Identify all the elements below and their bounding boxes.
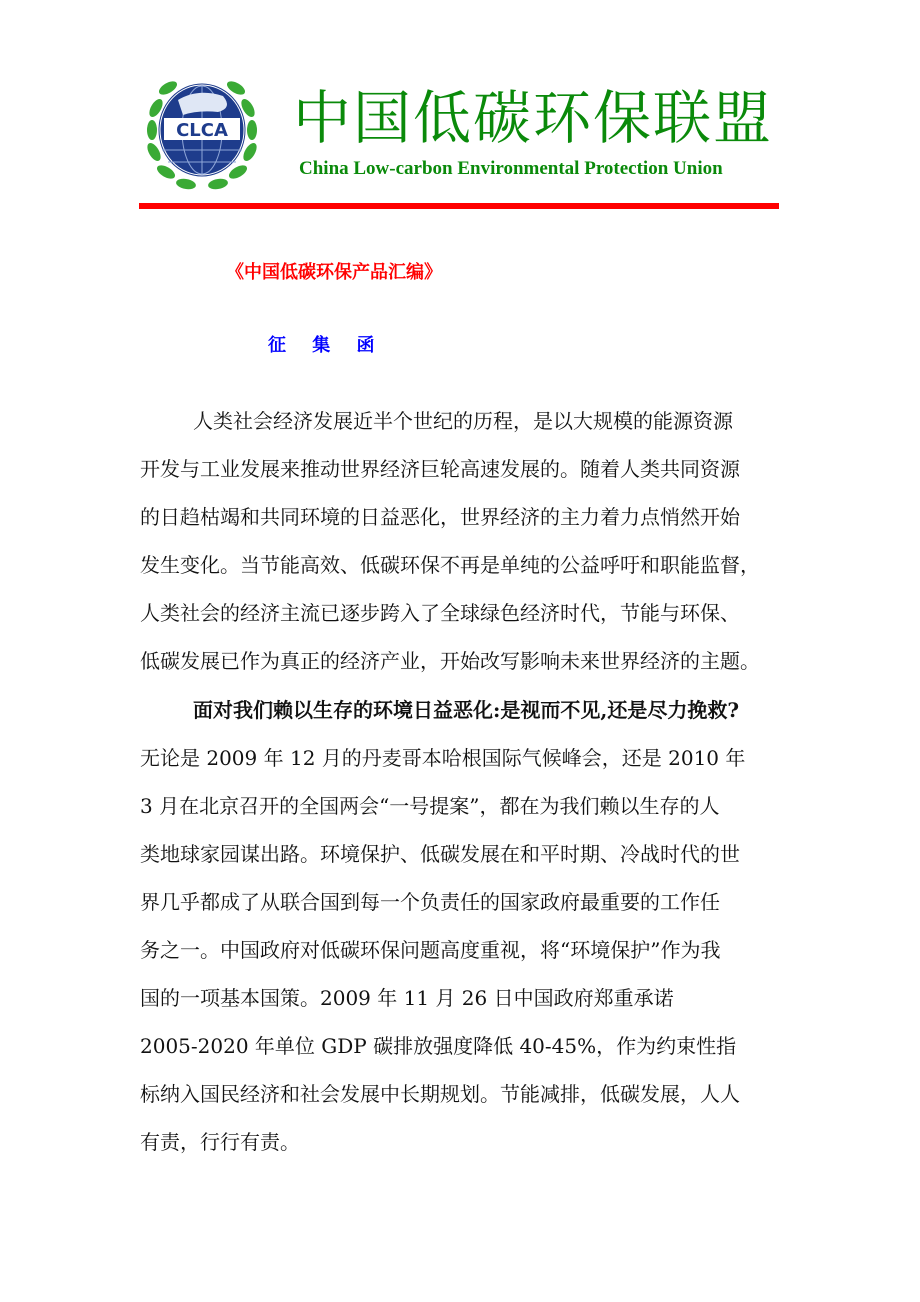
paragraph-line: 发生变化。当节能高效、低碳环保不再是单纯的公益呼吁和职能监督，	[140, 553, 760, 577]
paragraph-line: 人类社会的经济主流已逐步跨入了全球绿色经济时代，节能与环保、	[140, 601, 740, 625]
paragraph-line: 人类社会经济发展近半个世纪的历程，是以大规模的能源资源	[193, 409, 733, 433]
paragraph-line: 无论是 2009 年 12 月的丹麦哥本哈根国际气候峰会，还是 2010 年	[140, 746, 746, 770]
paragraph-line: 2005-2020 年单位 GDP 碳排放强度降低 40-45%，作为约束性指	[140, 1034, 737, 1058]
document-subtitle: 征 集 函	[268, 335, 385, 356]
organization-name-cn: 中国低碳环保联盟	[293, 84, 774, 152]
paragraph-line: 国的一项基本国策。2009 年 11 月 26 日中国政府郑重承诺	[140, 986, 674, 1010]
paragraph-line: 有责，行行有责。	[140, 1130, 300, 1154]
paragraph-line: 类地球家园谋出路。环境保护、低碳发展在和平时期、冷战时代的世	[140, 842, 740, 866]
document-title: 《中国低碳环保产品汇编》	[226, 262, 442, 283]
organization-name-en: China Low-carbon Environmental Protection Union	[299, 158, 723, 179]
header-divider	[139, 203, 779, 209]
paragraph-line: 的日趋枯竭和共同环境的日益恶化，世界经济的主力着力点悄然开始	[140, 505, 740, 529]
paragraph-line: 标纳入国民经济和社会发展中长期规划。节能减排，低碳发展，人人	[140, 1082, 740, 1106]
paragraph-heading: 面对我们赖以生存的环境日益恶化:是视而不见,还是尽力挽救?	[193, 698, 740, 722]
paragraph-line: 界几乎都成了从联合国到每一个负责任的国家政府最重要的工作任	[140, 890, 720, 914]
paragraph-line: 开发与工业发展来推动世界经济巨轮高速发展的。随着人类共同资源	[140, 457, 740, 481]
paragraph-line: 3 月在北京召开的全国两会“一号提案”，都在为我们赖以生存的人	[140, 794, 720, 818]
svg-text:CLCA: CLCA	[176, 120, 228, 141]
paragraph-line: 务之一。中国政府对低碳环保问题高度重视，将“环境保护”作为我	[140, 938, 721, 962]
paragraph-line: 低碳发展已作为真正的经济产业，开始改写影响未来世界经济的主题。	[140, 649, 760, 673]
clca-logo-icon	[138, 70, 266, 192]
